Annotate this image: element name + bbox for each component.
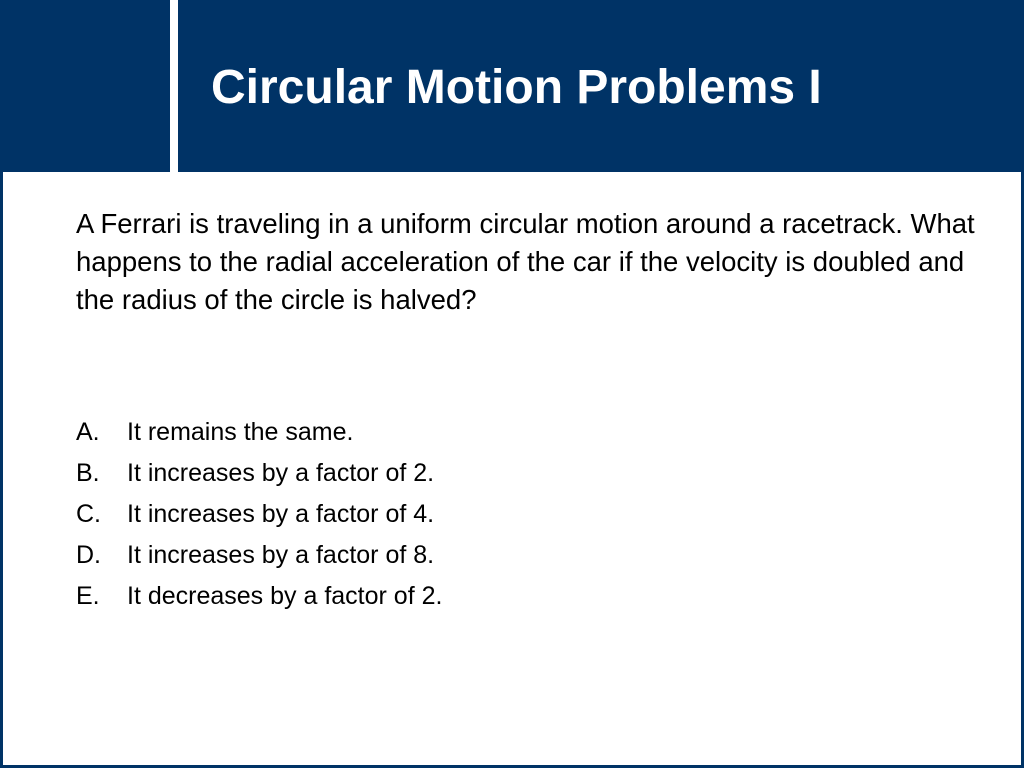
answer-option-d bbox=[76, 535, 442, 576]
question-text: A Ferrari is traveling in a uniform circular motion around a racetrack. What happens to the radial acceleration of the car if the velocity is doubled and the radius of the circle is halved? bbox=[76, 208, 975, 315]
slide-header bbox=[0, 0, 1024, 172]
option-text: It increases by a factor of 4. bbox=[127, 500, 435, 528]
slide-title: Circular Motion Problems I bbox=[211, 61, 822, 114]
answer-option-a bbox=[76, 412, 442, 453]
option-letter: B. bbox=[76, 459, 100, 487]
answer-option-c bbox=[76, 494, 442, 535]
answer-options bbox=[76, 412, 442, 617]
answer-option-e bbox=[76, 576, 442, 617]
option-letter: E. bbox=[76, 582, 100, 610]
option-letter: D. bbox=[76, 541, 101, 569]
option-letter: A. bbox=[76, 418, 100, 446]
option-text: It decreases by a factor of 2. bbox=[127, 582, 443, 610]
option-text: It increases by a factor of 2. bbox=[127, 459, 435, 487]
option-letter: C. bbox=[76, 500, 101, 528]
answer-option-b bbox=[76, 453, 442, 494]
option-text: It remains the same. bbox=[127, 418, 354, 446]
header-divider bbox=[170, 0, 178, 172]
option-text: It increases by a factor of 8. bbox=[127, 541, 435, 569]
